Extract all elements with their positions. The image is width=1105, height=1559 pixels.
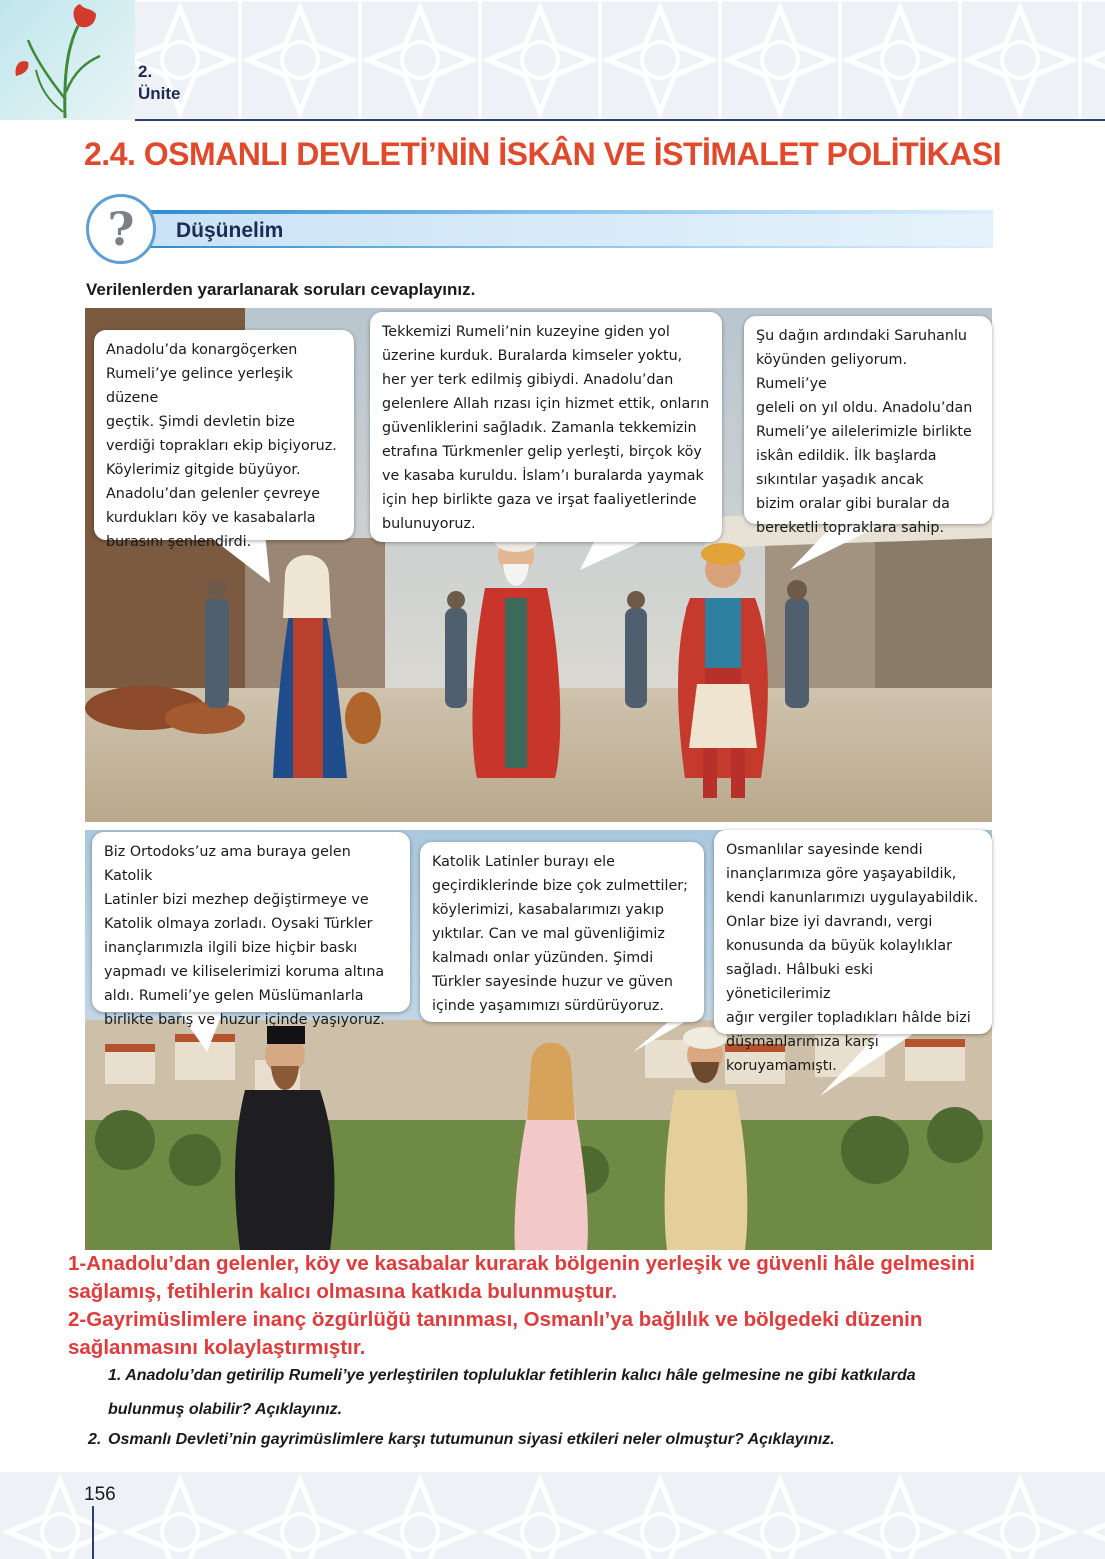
page-title: 2.4. OSMANLI DEVLETİ’NİN İSKÂN VE İSTİMALET POLİTİKASI [84,136,1002,172]
question-2 [88,1431,835,1449]
speech-bubble-settler: Şu dağın ardındaki Saruhanlu köyünden geliyorum. Rumeli’ye geleli on yıl oldu. Anadolu’dan Rumeli’ye ailelerimizle birlikte iskân edildik. İlk başlarda sıkıntılar yaşadık ancak bizim oralar gibi buralar da bereketli topraklara sahip. [744,316,992,524]
speech-bubble-woman: Anadolu’da konargöçerken Rumeli’ye gelince yerleşik düzene geçtik. Şimdi devletin bize verdiği toprakları ekip biçiyoruz. Köylerimiz gitgide büyüyor. Anadolu’dan gelenler çevreye kurdukları köy ve kasabalarla burasını şenlendirdi. [94,330,354,540]
question-mark-icon: ? [107,202,135,256]
header-rule [135,119,1105,121]
footer-rule [92,1506,94,1559]
header-band [0,0,1105,120]
question-2-text: Osmanlı Devleti’nin gayrimüslimlere karşı tutumunun siyasi etkileri neler olmuştur? Açıklayınız. [108,1431,835,1448]
instruction-text: Verilenlerden yararlanarak soruları cevaplayınız. [86,280,476,299]
unit-label: Ünite [138,84,181,103]
tulip-icon [0,0,135,120]
think-label: Düşünelim [176,219,284,242]
answer-2: 2-Gayrimüslimlere inanç özgürlüğü tanınması, Osmanlı’ya bağlılık ve bölgedeki düzenin sağlanmasını kolaylaştırmıştır. [68,1308,923,1359]
speech-bubble-priest: Biz Ortodoks’uz ama buraya gelen Katolik Latinler bizi mezhep değiştirmeye ve Katolik olmaya zorladı. Oysaki Türkler inançlarımızla ilgili bize hiçbir baskı yapmadı ve kiliselerimizi koruma altına aldı. Rumeli’ye gelen Müslümanlarla birlikte barış ve huzur içinde yaşıyoruz. [92,832,410,1012]
answer-1: 1-Anadolu’dan gelenler, köy ve kasabalar kurarak bölgenin yerleşik ve güvenli hâle gelmesini sağlamış, fetihlerin kalıcı olmasına katkıda bulunmuştur. [68,1252,975,1303]
speech-bubble-man-villager: Osmanlılar sayesinde kendi inançlarımıza göre yaşayabildik, kendi kanunlarımızı uygulayabildik. Onlar bize iyi davrandı, vergi konusunda da büyük kolaylıklar sağladı. Hâlbuki eski yöneticilerimiz ağır vergiler topladıkları hâlde bizi düşmanlarımıza karşı koruyamamıştı. [714,830,992,1034]
question-1-partially-covered [88,1367,988,1392]
question-2-number: 2. [88,1431,102,1448]
speech-bubble-dervish: Tekkemizi Rumeli’nin kuzeyine giden yol üzerine kurduk. Buralarda kimseler yoktu, her yer terk edilmiş gibiydi. Anadolu’dan gelenlere Allah rızası için hizmet ettik, onların güvenliklerini sağladık. Zamanla tekkemizin etrafına Türkmenler gelip yerleşti, birçok köy ve kasaba kuruldu. İslam’ı buralarda yaymak için hep birlikte gaza ve irşat faaliyetlerinde bulunuyoruz. [370,312,722,542]
unit-number: 2. [138,62,153,81]
question-1-text: 1. Anadolu’dan getirilip Rumeli’ye yerleştirilen topluluklar fetihlerin kalıcı hâle gelmesine ne gibi katkılarda [108,1367,916,1384]
question-1-continuation: bulunmuş olabilir? Açıklayınız. [108,1401,343,1418]
page-number: 156 [84,1484,116,1505]
speech-bubble-woman-villager: Katolik Latinler burayı ele geçirdiklerinde bize çok zulmettiler; köylerimizi, kasabalarımızı yakıp yıktılar. Can ve mal güvenliğimiz kalmadı onlar yüzünden. Şimdi Türkler sayesinde huzur ve güven içinde yaşamımızı sürdürüyoruz. [420,842,704,1022]
footer-pattern [0,1472,1105,1559]
footer-band [0,1472,1105,1559]
